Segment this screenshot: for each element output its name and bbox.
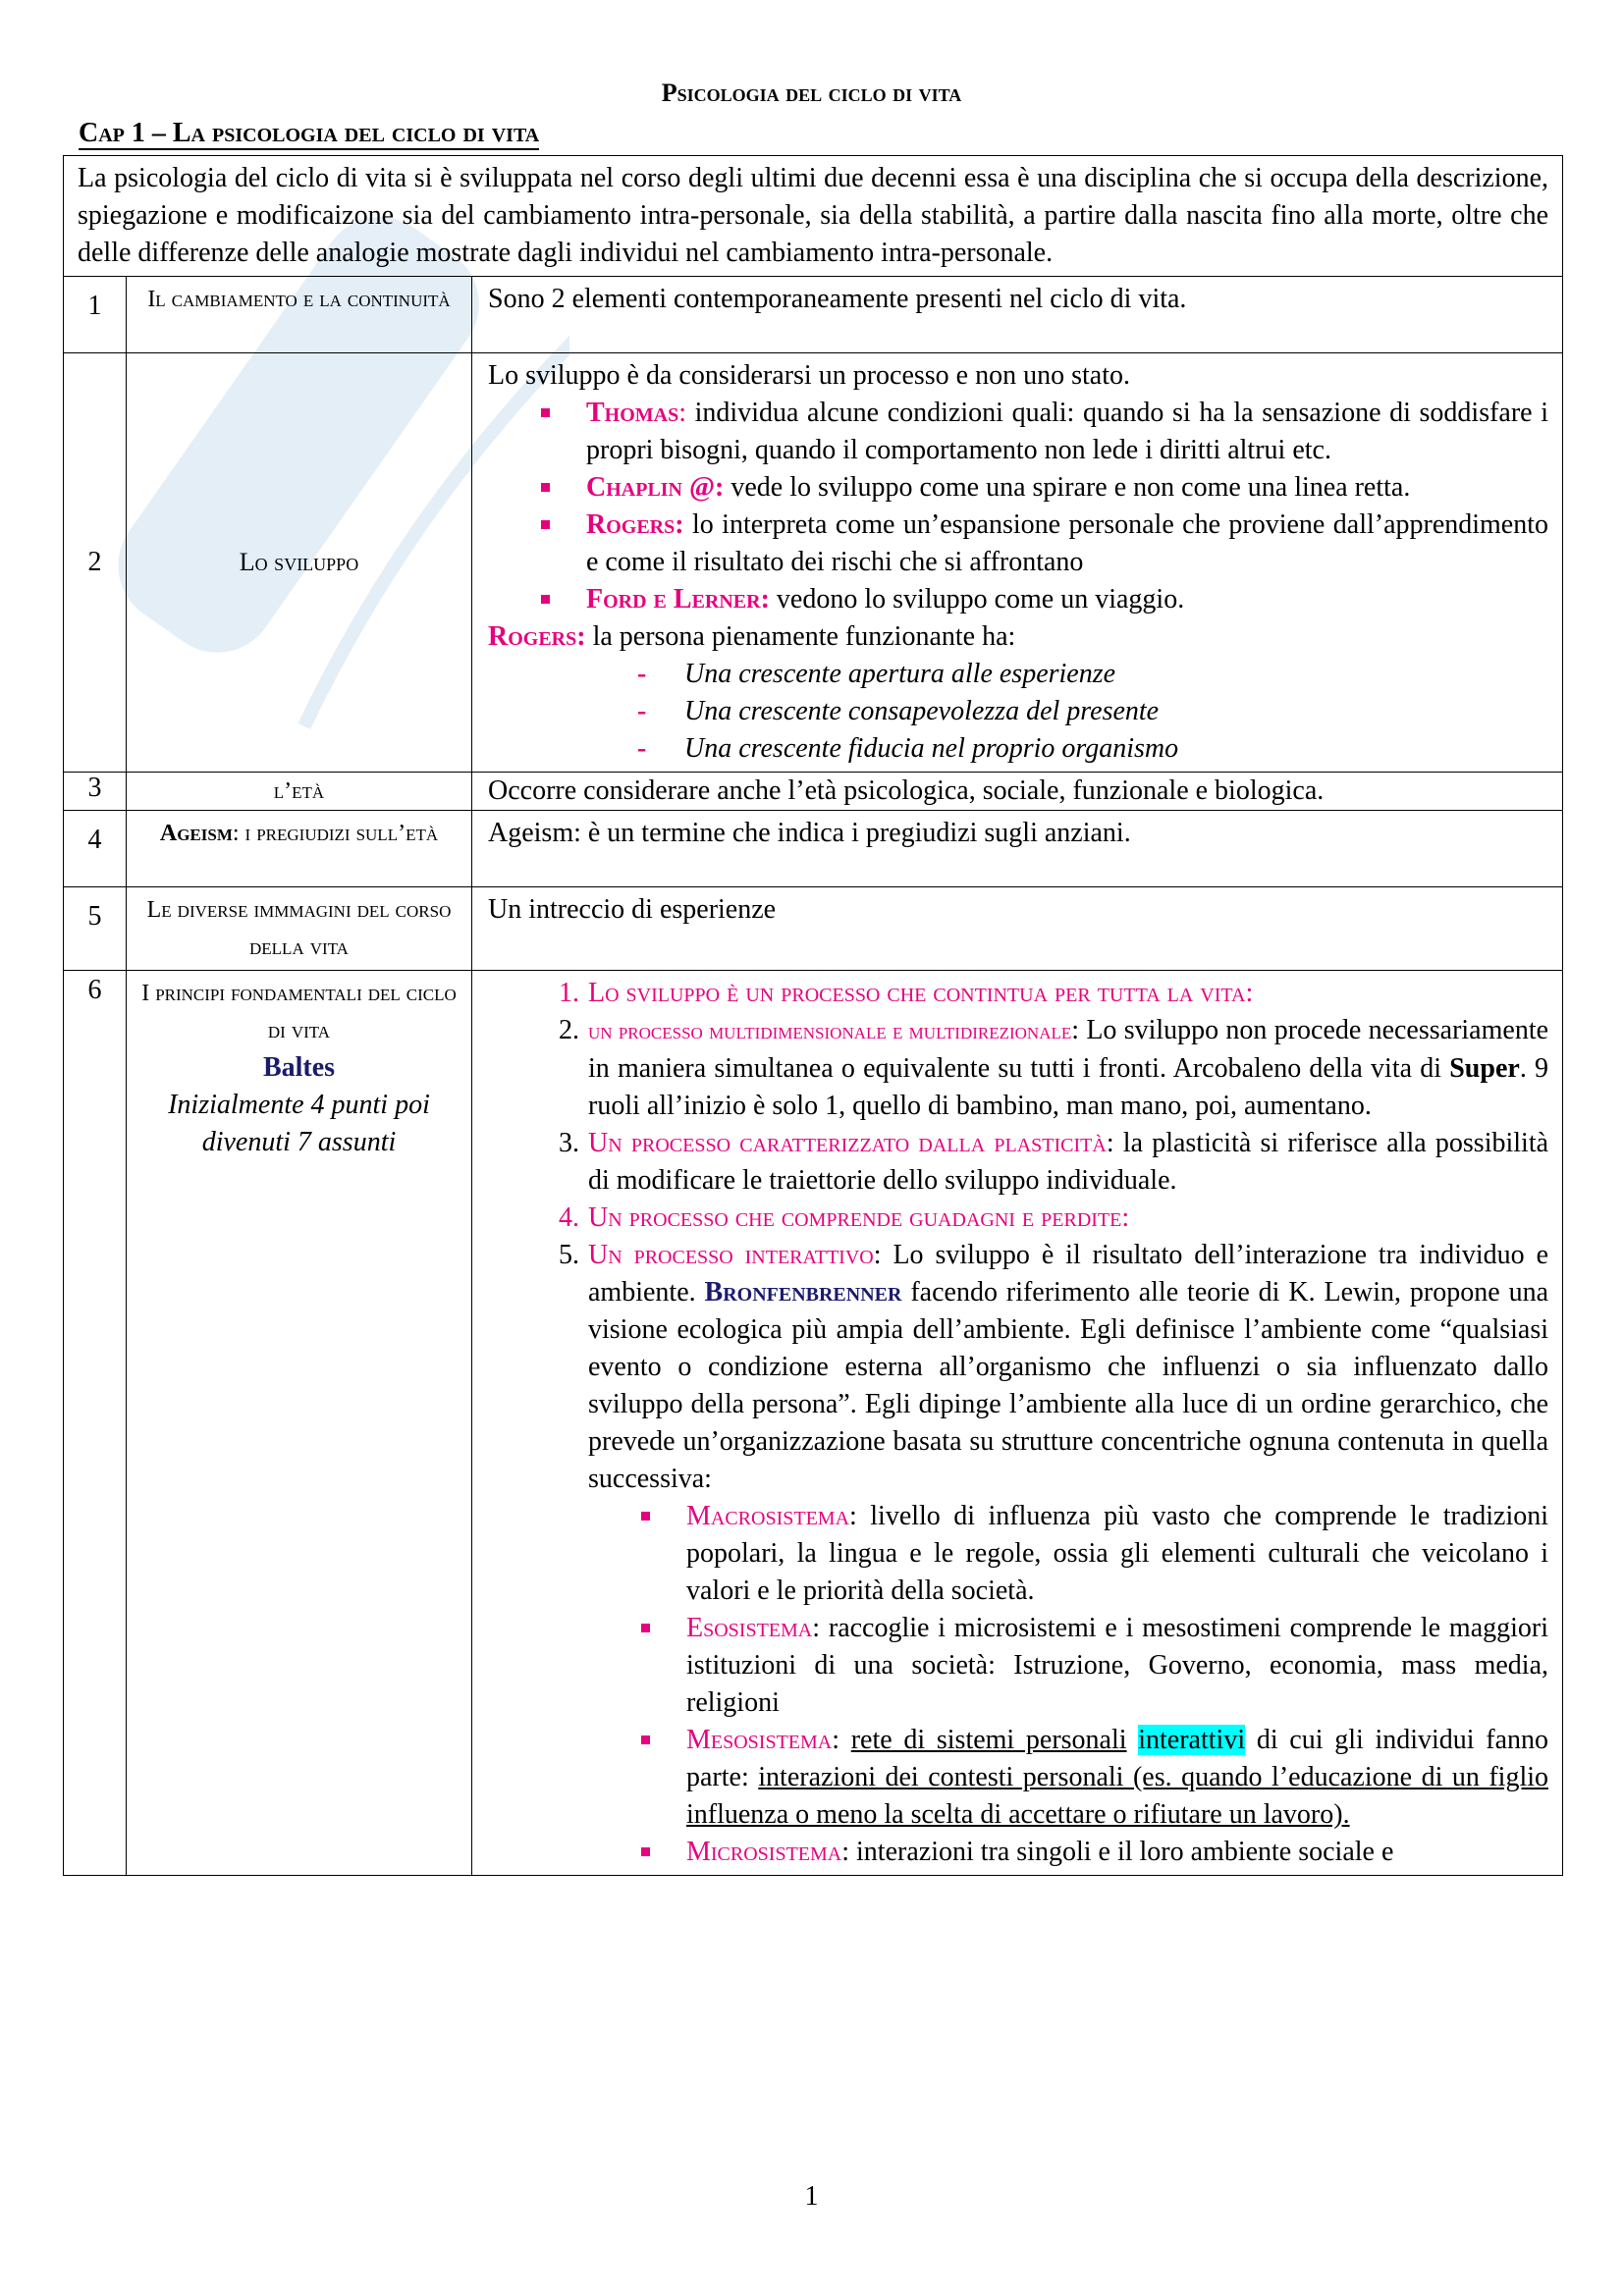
row-description: Ageism: è un termine che indica i pregiudizi sugli anziani. [472, 811, 1563, 887]
rogers-label: Rogers: [488, 621, 586, 652]
system-text: interazioni tra singoli e il loro ambiente sociale e [856, 1837, 1394, 1867]
content-table [63, 155, 1563, 1876]
system-text: raccoglie i microsistemi e i mesostimeni comprende le maggiori istituzioni di una società: Istruzione, Governo, economia, mass media, religioni [686, 1613, 1549, 1718]
principle-text: la plasticità si riferisce alla possibilità di modificare le traiettorie dello sviluppo individuale. [588, 1128, 1549, 1196]
page-number: 1 [804, 2181, 819, 2212]
topic-rest: : i pregiudizi sull’età [232, 821, 439, 846]
row-description: Sono 2 elementi contemporaneamente presenti nel ciclo di vita. [472, 277, 1563, 353]
theorist-text: vede lo sviluppo come una spirare e non come una linea retta. [730, 472, 1411, 503]
row-number: 3 [64, 773, 127, 811]
chapter-title [79, 118, 539, 149]
list-item: Mesosistema: rete di sistemi personali interattivi di cui gli individui fanno parte: interazioni dei contesti personali (es. quando l’educazione di un figlio influenza o meno la scelta di accettare o rifiutare un lavoro). [686, 1722, 1548, 1834]
list-item: 5. Un processo interattivo: Lo sviluppo è il risultato dell’interazione tra individuo e ambiente. Bronfenbrenner facendo riferimento alle teorie di K. Lewin, propone una visione ecologica più ampia dell’ambiente. Egli definisce l’ambiente come “qualsiasi evento o condizione esterna all’organismo che influenzi o sia influenzato dallo sviluppo della persona”. Egli dipinge l’ambiente alla luce di un ordine gerarchico, che prevede un’organizzazione basata su strutture concentriche ognuna contenuta in quella successiva: Macrosistema: livello di influenza più vasto che comprende le tradizioni popolari, la lingua e le regole, ossia gli elementi culturali che veicolano i valori e le priorità della società. Esosistema: raccoglie i microsistemi e i mesostimeni comprende le maggiori istituzioni di una società: Istruzione, Governo, economia, mass media, religioni Mesosistema: rete di sistemi personali interattivi di cui gli individui fanno parte: interazioni dei contesti personali (es. quando l’educazione di un figlio influenza o meno la scelta di accettare o rifiutare un lavoro). Microsistema: interazioni tra singoli e il loro ambiente sociale e [586, 1237, 1548, 1871]
rogers-text: la persona pienamente funzionante ha: [592, 621, 1016, 652]
list-item: 3. Un processo caratterizzato dalla plasticità: la plasticità si riferisce alla possibilità di modificare le traiettorie dello sviluppo individuale. [586, 1125, 1548, 1200]
list-item [586, 975, 1548, 1012]
list-item: - Una crescente consapevolezza del presente [684, 693, 1548, 730]
principle-text: Lo sviluppo è il risultato dell’interazione tra individuo e ambiente. [588, 1240, 1549, 1308]
table-row [64, 353, 1563, 773]
table-row [64, 971, 1563, 1876]
theorist-text: lo interpreta come un’espansione personale che proviene dall’apprendimento e come il risultato dei rischi che si affrontano [586, 509, 1549, 577]
row-topic [127, 811, 472, 887]
development-theorists-list [488, 395, 1548, 618]
principle-bold: Bronfenbrenner [704, 1277, 902, 1308]
system-text: interazioni dei contesti personali (es. quando l’educazione di un figlio influenza o meno la scelta di accettare o rifiutare un lavoro). [686, 1762, 1549, 1830]
system-label: Mesosistema [686, 1725, 833, 1755]
row-topic: Il cambiamento e la continuità [127, 277, 472, 353]
theorist-name: Thomas [586, 398, 679, 428]
system-text: livello di influenza più vasto che comprende le tradizioni popolari, la lingua e le regole, ossia gli elementi culturali che veicolano i valori e le priorità della società. [686, 1501, 1549, 1606]
row-number: 4 [64, 811, 127, 887]
principles-list [488, 975, 1548, 1871]
list-item: Microsistema: interazioni tra singoli e il loro ambiente sociale e [686, 1834, 1548, 1871]
systems-list [588, 1498, 1548, 1871]
list-item: - Una crescente apertura alle esperienze [684, 656, 1548, 693]
principle-title: Lo sviluppo è un processo che contintua per tutta la vita: [588, 978, 1254, 1008]
table-row [64, 811, 1563, 887]
principle-title: Un processo caratterizzato dalla plasticità [588, 1128, 1107, 1158]
principle-title: Un processo interattivo [588, 1240, 874, 1270]
list-item: Macrosistema: livello di influenza più vasto che comprende le tradizioni popolari, la lingua e le regole, ossia gli elementi culturali che veicolano i valori e le priorità della società. [686, 1498, 1548, 1610]
table-row [64, 887, 1563, 971]
development-intro: Lo sviluppo è da considerarsi un processo e non uno stato. [488, 360, 1130, 391]
theorist-name: Chaplin @: [586, 472, 725, 503]
principle-text: . 9 ruoli all’inizio è solo 1, quello di bambino, man mano, poi, aumentano. [588, 1053, 1549, 1121]
row-number: 1 [64, 277, 127, 353]
row-number: 6 [64, 971, 127, 1876]
topic-title: I principi fondamentali del ciclo di vita [141, 981, 457, 1043]
theorist-name: Rogers: [586, 509, 684, 540]
row-description [472, 353, 1563, 773]
rogers-list [488, 656, 1548, 768]
topic-author: Baltes [262, 1052, 336, 1083]
row-number: 2 [64, 353, 127, 773]
system-label: Microsistema [686, 1837, 842, 1867]
principle-text: facendo riferimento alle teorie di K. Lewin, propone una visione ecologica più ampia dell’ambiente. Egli definisce l’ambiente come “qualsiasi evento o condizione esterna all’organismo che influenzi o sia influenzato dallo sviluppo della persona”. Egli dipinge l’ambiente alla luce di un ordine gerarchico, che prevede un’organizzazione basata su strutture concentriche ognuna contenuta in quella successiva: [588, 1277, 1549, 1494]
system-label: Esosistema [686, 1613, 813, 1643]
row-topic: l’età [127, 773, 472, 811]
list-item: 2. un processo multidimensionale e multidirezionale: Lo sviluppo non procede necessariamente in maniera simultanea o equivalente su tutti i fronti. Arcobaleno della vita di Super. 9 ruoli all’inizio è solo 1, quello di bambino, man mano, poi, aumentano. [586, 1012, 1548, 1125]
row-number: 5 [64, 887, 127, 971]
principle-title: Un processo che comprende guadagni e perdite: [588, 1202, 1130, 1233]
principle-bold: Super [1449, 1053, 1520, 1084]
list-item [586, 581, 1548, 618]
list-item [586, 507, 1548, 581]
system-text: di cui gli individui fanno parte: [686, 1725, 1549, 1792]
table-row [64, 773, 1563, 811]
theorist-name: Ford e Lerner: [586, 584, 770, 614]
list-item: - Una crescente fiducia nel proprio organismo [684, 730, 1548, 768]
row-topic: Le diverse immmagini del corso della vita [127, 887, 472, 971]
chapter-title-text: Cap 1 – La psicologia del ciclo di vita [79, 118, 540, 148]
table-row [64, 277, 1563, 353]
system-label: Macrosistema [686, 1501, 850, 1531]
rogers-line [488, 618, 1548, 656]
list-item: Esosistema: raccoglie i microsistemi e i mesostimeni comprende le maggiori istituzioni di una società: Istruzione, Governo, economia, mass media, religioni [686, 1610, 1548, 1722]
document-title: Psicologia del ciclo di vita [661, 79, 962, 107]
row-description: Un intreccio di esperienze [472, 887, 1563, 971]
list-item: Thomas: individua alcune condizioni quali: quando si ha la sensazione di soddisfare i propri bisogni, quando il comportamento non lede i diritti altrui etc. [586, 395, 1548, 469]
system-text: rete di sistemi personali [850, 1725, 1127, 1755]
list-item [586, 1200, 1548, 1237]
intro-text: La psicologia del ciclo di vita si è sviluppata nel corso degli ultimi due decenni essa è una disciplina che si occupa della descrizione, spiegazione e modificaizone sia del cambiamento intra-personale, sia della stabilità, a partire dalla nascita fino alla morte, oltre che delle differenze delle analogie mostrate dagli individui nel cambiamento intra-personale. [64, 156, 1563, 277]
topic-note: Inizialmente 4 punti poi divenuti 7 assunti [168, 1090, 430, 1157]
row-topic: Lo sviluppo [127, 353, 472, 773]
row-topic [127, 971, 472, 1876]
highlighted-text: interattivi [1138, 1725, 1246, 1755]
principle-text: Lo sviluppo non procede necessariamente in maniera simultanea o equivalente su tutti i fronti. Arcobaleno della vita di [588, 1015, 1549, 1084]
theorist-text: vedono lo sviluppo come un viaggio. [776, 584, 1185, 614]
list-item [586, 469, 1548, 507]
principle-title: un processo multidimensionale e multidirezionale [588, 1019, 1072, 1044]
intro-row [64, 156, 1563, 277]
row-description [472, 971, 1563, 1876]
row-description: Occorre considerare anche l’età psicologica, sociale, funzionale e biologica. [472, 773, 1563, 811]
topic-bold: Ageism [159, 821, 233, 846]
theorist-text: individua alcune condizioni quali: quando si ha la sensazione di soddisfare i propri bisogni, quando il comportamento non lede i diritti altrui etc. [586, 398, 1549, 465]
